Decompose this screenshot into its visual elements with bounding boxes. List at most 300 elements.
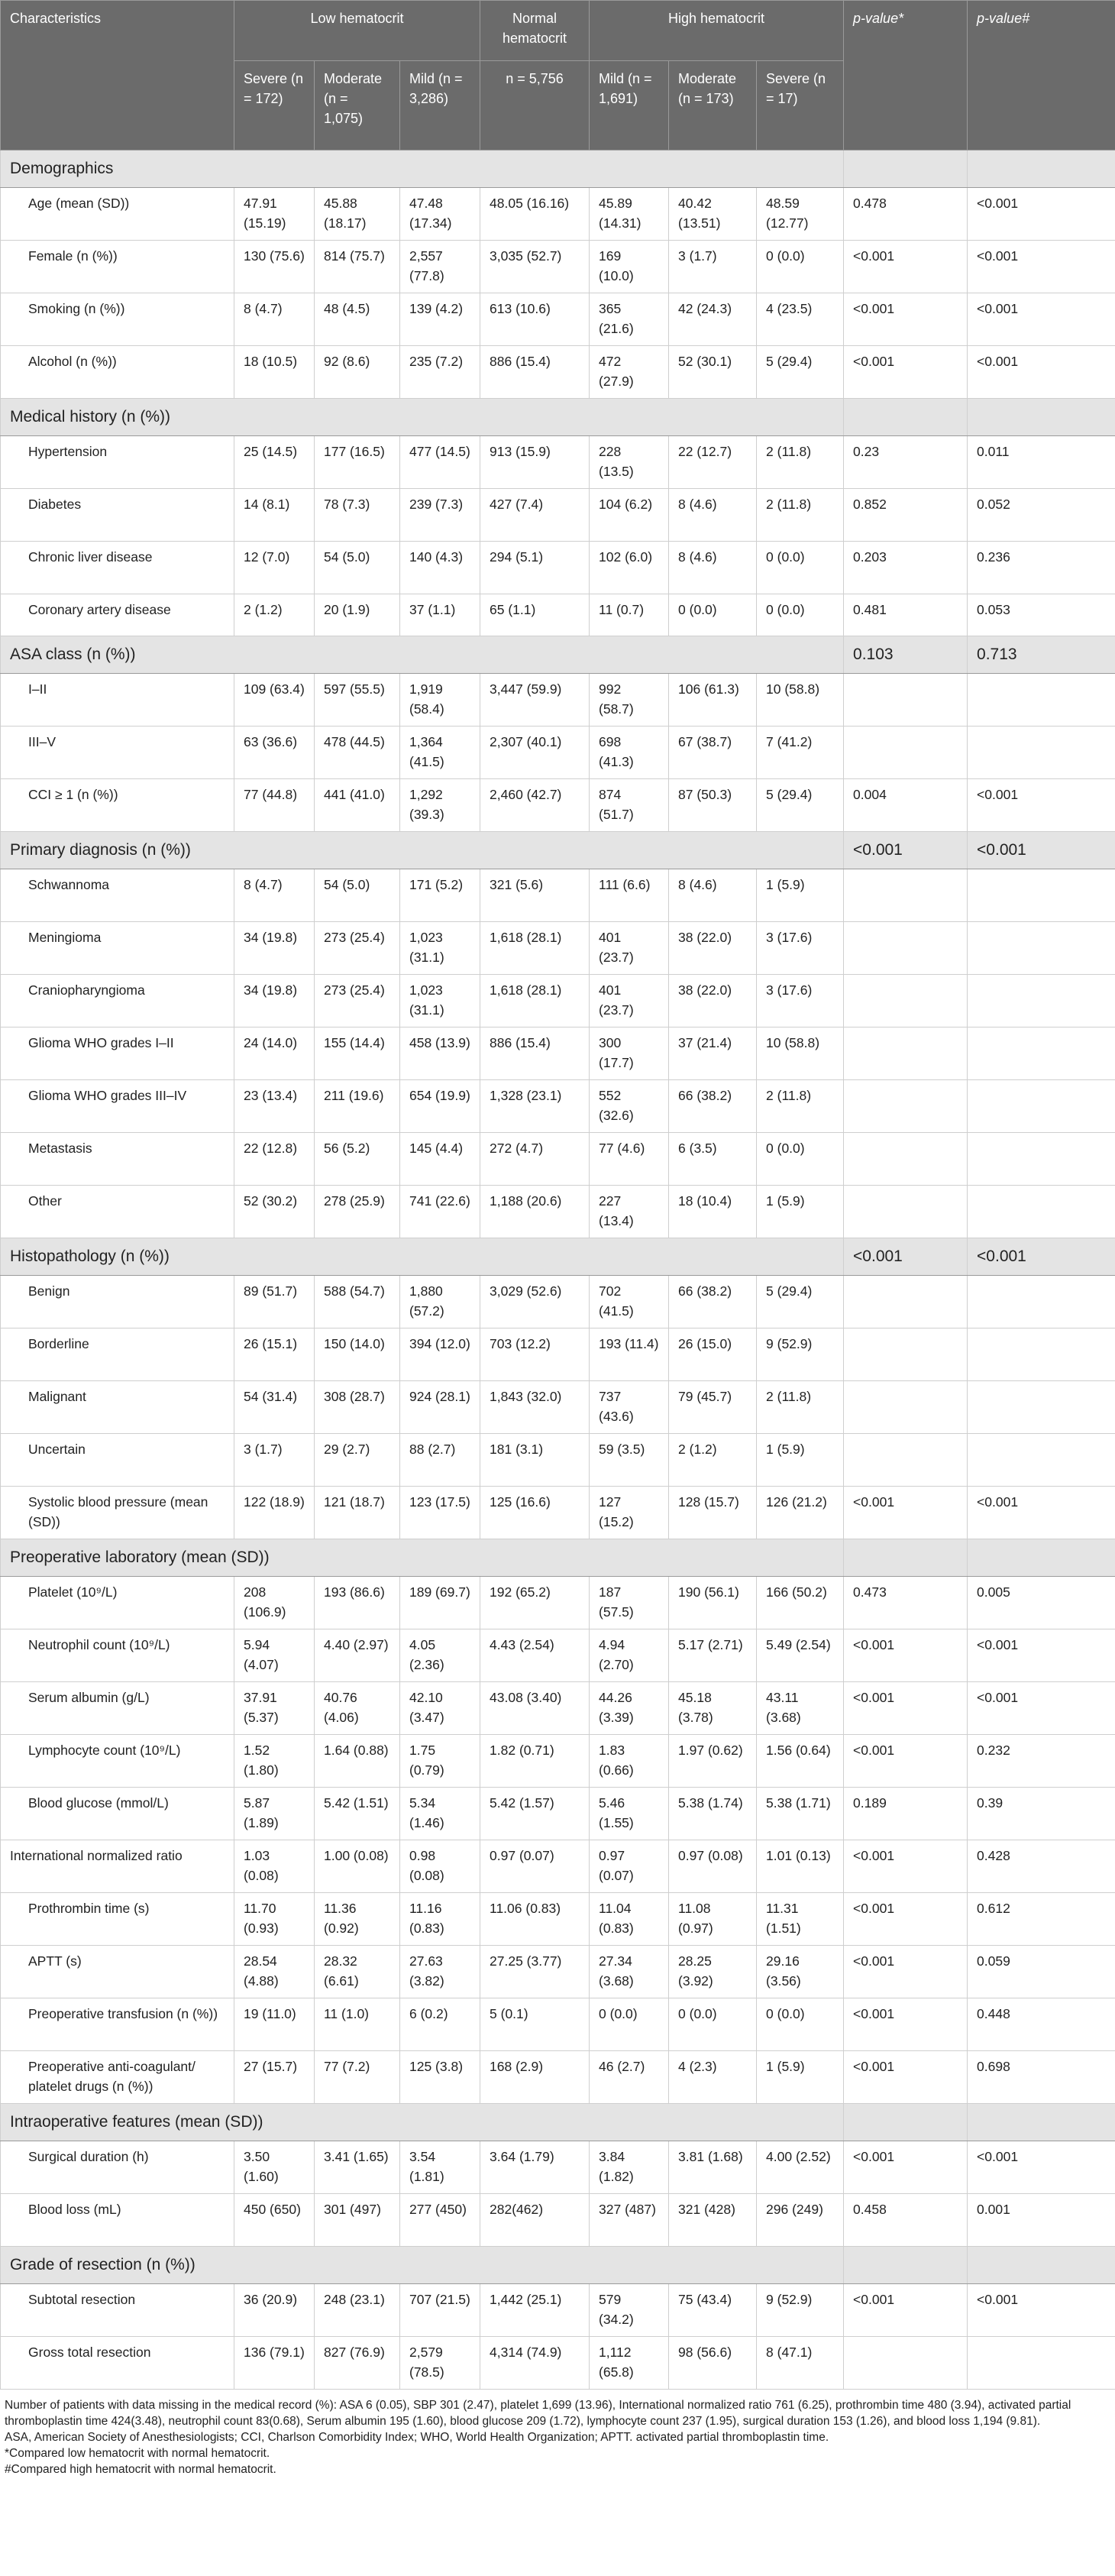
table-cell: 5.42 (1.57) [480, 1788, 590, 1840]
p-value-cell [844, 1328, 968, 1381]
table-cell: 23 (13.4) [234, 1080, 315, 1133]
table-cell: 2 (11.8) [757, 1080, 844, 1133]
footnote-p-value-low: *Compared low hematocrit with normal hematocrit. [5, 2447, 270, 2460]
table-cell: 6 (3.5) [669, 1133, 757, 1186]
table-row [1, 1682, 1115, 1735]
table-cell: 1,292 (39.3) [400, 779, 480, 832]
table-cell: 5.38 (1.71) [757, 1788, 844, 1840]
p-value-cell [968, 1276, 1115, 1328]
section-p-value-low [844, 2247, 968, 2284]
section-p-value-high [968, 399, 1115, 436]
table-cell: 177 (16.5) [315, 436, 400, 489]
table-cell: 552 (32.6) [590, 1080, 669, 1133]
table-cell: 703 (12.2) [480, 1328, 590, 1381]
table-cell: 169 (10.0) [590, 241, 669, 293]
table-cell: 654 (19.9) [400, 1080, 480, 1133]
table-cell: 42 (24.3) [669, 293, 757, 346]
p-value-cell: 0.232 [968, 1735, 1115, 1788]
table-cell: 235 (7.2) [400, 346, 480, 399]
table-cell: 104 (6.2) [590, 489, 669, 542]
table-cell: 1 (5.9) [757, 1186, 844, 1238]
table-cell: 29.16 (3.56) [757, 1946, 844, 1998]
table-cell: 5.34 (1.46) [400, 1788, 480, 1840]
p-value-cell: <0.001 [844, 293, 968, 346]
table-row [1, 1735, 1115, 1788]
table-cell: 125 (16.6) [480, 1487, 590, 1539]
row-label: Meningioma [1, 922, 234, 975]
table-row [1, 1434, 1115, 1487]
row-label: Benign [1, 1276, 234, 1328]
table-footnotes [0, 2390, 1115, 2477]
table-cell: 9 (52.9) [757, 2284, 844, 2337]
table-cell: 1,364 (41.5) [400, 727, 480, 779]
table-cell: 122 (18.9) [234, 1487, 315, 1539]
header-high-moderate: Moderate (n = 173) [669, 61, 757, 150]
table-cell: 1.83 (0.66) [590, 1735, 669, 1788]
table-cell: 1.52 (1.80) [234, 1735, 315, 1788]
table-cell: 5 (29.4) [757, 346, 844, 399]
table-cell: 239 (7.3) [400, 489, 480, 542]
row-label: Blood loss (mL) [1, 2194, 234, 2247]
table-row [1, 188, 1115, 241]
table-cell: 321 (428) [669, 2194, 757, 2247]
table-cell: 145 (4.4) [400, 1133, 480, 1186]
table-cell: 1,023 (31.1) [400, 975, 480, 1027]
table-cell: 54 (5.0) [315, 542, 400, 594]
table-cell: 1,188 (20.6) [480, 1186, 590, 1238]
table-cell: 472 (27.9) [590, 346, 669, 399]
p-value-cell: 0.203 [844, 542, 968, 594]
table-cell: 77 (7.2) [315, 2051, 400, 2104]
footnote-missing-data: Number of patients with data missing in the medical record (%): ASA 6 (0.05), SBP 301 (2.47), platelet 1,699 (13.96), International normalized ratio 761 (6.25), prothrombin time 480 (3.94), activated partial thromboplastin time 424(3.48), neutrophil count 83(0.68), Serum albumin 195 (1.60), blood glucose 209 (1.72), lymphocyte count 237 (1.95), surgical duration 153 (1.26), and blood loss 1,194 (9.81). [5, 2399, 1071, 2428]
table-cell: 65 (1.1) [480, 594, 590, 636]
table-cell: 3 (1.7) [669, 241, 757, 293]
table-cell: 613 (10.6) [480, 293, 590, 346]
table-row [1, 975, 1115, 1027]
table-cell: 2,557 (77.8) [400, 241, 480, 293]
table-cell: 123 (17.5) [400, 1487, 480, 1539]
table-cell: 827 (76.9) [315, 2337, 400, 2390]
table-cell: 277 (450) [400, 2194, 480, 2247]
table-cell: 1 (5.9) [757, 2051, 844, 2104]
table-cell: 26 (15.0) [669, 1328, 757, 1381]
p-value-cell: <0.001 [844, 1946, 968, 1998]
table-cell: 1,442 (25.1) [480, 2284, 590, 2337]
table-cell: 2 (1.2) [234, 594, 315, 636]
p-value-cell: <0.001 [968, 1629, 1115, 1682]
table-cell: 10 (58.8) [757, 1027, 844, 1080]
section-p-value-low [844, 150, 968, 188]
section-p-value-low [844, 399, 968, 436]
table-row [1, 1276, 1115, 1328]
p-value-cell: 0.189 [844, 1788, 968, 1840]
table-cell: 37.91 (5.37) [234, 1682, 315, 1735]
table-cell: 78 (7.3) [315, 489, 400, 542]
p-value-cell: 0.059 [968, 1946, 1115, 1998]
table-cell: 89 (51.7) [234, 1276, 315, 1328]
table-cell: 1 (5.9) [757, 1434, 844, 1487]
table-cell: 588 (54.7) [315, 1276, 400, 1328]
table-cell: 272 (4.7) [480, 1133, 590, 1186]
table-cell: 98 (56.6) [669, 2337, 757, 2390]
table-cell: 698 (41.3) [590, 727, 669, 779]
table-cell: 45.89 (14.31) [590, 188, 669, 241]
table-cell: 401 (23.7) [590, 922, 669, 975]
p-value-cell: 0.612 [968, 1893, 1115, 1946]
section-p-value-low: 0.103 [844, 636, 968, 674]
table-cell: 0 (0.0) [669, 594, 757, 636]
table-cell: 5 (29.4) [757, 779, 844, 832]
table-cell: 20 (1.9) [315, 594, 400, 636]
table-cell: 37 (21.4) [669, 1027, 757, 1080]
table-cell: 47.91 (15.19) [234, 188, 315, 241]
table-cell: 1,328 (23.1) [480, 1080, 590, 1133]
table-cell: 27 (15.7) [234, 2051, 315, 2104]
table-cell: 128 (15.7) [669, 1487, 757, 1539]
p-value-cell [844, 869, 968, 922]
table-row [1, 2337, 1115, 2390]
table-cell: 1.97 (0.62) [669, 1735, 757, 1788]
table-cell: 3.50 (1.60) [234, 2141, 315, 2194]
table-row [1, 922, 1115, 975]
p-value-cell [844, 674, 968, 727]
p-value-cell [844, 922, 968, 975]
row-label: Neutrophil count (10⁹/L) [1, 1629, 234, 1682]
table-row [1, 1080, 1115, 1133]
table-cell: 394 (12.0) [400, 1328, 480, 1381]
table-cell: 1,023 (31.1) [400, 922, 480, 975]
table-cell: 1.00 (0.08) [315, 1840, 400, 1893]
table-row [1, 2284, 1115, 2337]
row-label: Metastasis [1, 1133, 234, 1186]
table-cell: 2 (11.8) [757, 1381, 844, 1434]
p-value-cell: 0.478 [844, 188, 968, 241]
table-cell: 121 (18.7) [315, 1487, 400, 1539]
table-cell: 40.76 (4.06) [315, 1682, 400, 1735]
section-p-value-low: <0.001 [844, 832, 968, 869]
table-cell: 59 (3.5) [590, 1434, 669, 1487]
row-label: Platelet (10⁹/L) [1, 1577, 234, 1629]
table-cell: 4.00 (2.52) [757, 2141, 844, 2194]
table-cell: 1,112 (65.8) [590, 2337, 669, 2390]
p-value-cell [844, 1186, 968, 1238]
row-label: International normalized ratio [1, 1840, 234, 1893]
table-cell: 3,029 (52.6) [480, 1276, 590, 1328]
table-cell: 3.64 (1.79) [480, 2141, 590, 2194]
p-value-cell [968, 727, 1115, 779]
p-value-cell [968, 1080, 1115, 1133]
row-label: Female (n (%)) [1, 241, 234, 293]
table-cell: 300 (17.7) [590, 1027, 669, 1080]
table-cell: 228 (13.5) [590, 436, 669, 489]
table-cell: 1.82 (0.71) [480, 1735, 590, 1788]
table-cell: 450 (650) [234, 2194, 315, 2247]
table-cell: 88 (2.7) [400, 1434, 480, 1487]
p-value-cell [844, 1434, 968, 1487]
table-cell: 913 (15.9) [480, 436, 590, 489]
table-cell: 886 (15.4) [480, 1027, 590, 1080]
section-header-row [1, 150, 1115, 188]
p-value-cell: <0.001 [968, 188, 1115, 241]
p-value-cell: <0.001 [844, 1735, 968, 1788]
table-cell: 45.88 (18.17) [315, 188, 400, 241]
table-cell: 4.43 (2.54) [480, 1629, 590, 1682]
section-title: ASA class (n (%)) [1, 636, 844, 674]
table-cell: 125 (3.8) [400, 2051, 480, 2104]
table-row [1, 293, 1115, 346]
table-row [1, 1186, 1115, 1238]
table-cell: 0 (0.0) [590, 1998, 669, 2051]
table-cell: 11.70 (0.93) [234, 1893, 315, 1946]
table-cell: 0.97 (0.08) [669, 1840, 757, 1893]
table-cell: 77 (44.8) [234, 779, 315, 832]
p-value-cell [844, 2337, 968, 2390]
p-value-cell: <0.001 [844, 2284, 968, 2337]
table-row [1, 2051, 1115, 2104]
table-cell: 301 (497) [315, 2194, 400, 2247]
table-cell: 155 (14.4) [315, 1027, 400, 1080]
p-value-cell [968, 2337, 1115, 2390]
header-low-moderate: Moderate (n = 1,075) [315, 61, 400, 150]
table-cell: 814 (75.7) [315, 241, 400, 293]
table-cell: 278 (25.9) [315, 1186, 400, 1238]
table-cell: 18 (10.5) [234, 346, 315, 399]
p-value-cell: <0.001 [968, 2284, 1115, 2337]
table-cell: 248 (23.1) [315, 2284, 400, 2337]
p-value-cell: <0.001 [844, 1629, 968, 1682]
table-cell: 308 (28.7) [315, 1381, 400, 1434]
table-cell: 8 (4.6) [669, 542, 757, 594]
table-cell: 45.18 (3.78) [669, 1682, 757, 1735]
table-cell: 5 (0.1) [480, 1998, 590, 2051]
table-cell: 26 (15.1) [234, 1328, 315, 1381]
table-cell: 579 (34.2) [590, 2284, 669, 2337]
p-value-cell: 0.052 [968, 489, 1115, 542]
table-cell: 401 (23.7) [590, 975, 669, 1027]
table-row [1, 1027, 1115, 1080]
p-value-cell: 0.481 [844, 594, 968, 636]
row-label: Borderline [1, 1328, 234, 1381]
row-label: Other [1, 1186, 234, 1238]
table-cell: 29 (2.7) [315, 1434, 400, 1487]
table-cell: 25 (14.5) [234, 436, 315, 489]
table-cell: 0.97 (0.07) [480, 1840, 590, 1893]
table-cell: 5.49 (2.54) [757, 1629, 844, 1682]
p-value-cell: 0.001 [968, 2194, 1115, 2247]
section-p-value-low: <0.001 [844, 1238, 968, 1276]
table-cell: 43.08 (3.40) [480, 1682, 590, 1735]
table-cell: 924 (28.1) [400, 1381, 480, 1434]
row-label: Prothrombin time (s) [1, 1893, 234, 1946]
table-cell: 189 (69.7) [400, 1577, 480, 1629]
table-cell: 477 (14.5) [400, 436, 480, 489]
section-title: Preoperative laboratory (mean (SD)) [1, 1539, 844, 1577]
table-cell: 38 (22.0) [669, 922, 757, 975]
row-label: Serum albumin (g/L) [1, 1682, 234, 1735]
table-cell: 28.25 (3.92) [669, 1946, 757, 1998]
table-row [1, 346, 1115, 399]
table-row [1, 2194, 1115, 2247]
table-cell: 40.42 (13.51) [669, 188, 757, 241]
p-value-cell: 0.005 [968, 1577, 1115, 1629]
p-value-cell [844, 1027, 968, 1080]
row-label: Malignant [1, 1381, 234, 1434]
p-value-cell: 0.011 [968, 436, 1115, 489]
table-cell: 75 (43.4) [669, 2284, 757, 2337]
table-cell: 5 (29.4) [757, 1276, 844, 1328]
p-value-cell: <0.001 [844, 1998, 968, 2051]
table-cell: 0.97 (0.07) [590, 1840, 669, 1893]
table-cell: 8 (4.6) [669, 869, 757, 922]
table-cell: 737 (43.6) [590, 1381, 669, 1434]
section-title: Primary diagnosis (n (%)) [1, 832, 844, 869]
table-cell: 109 (63.4) [234, 674, 315, 727]
table-cell: 3 (17.6) [757, 922, 844, 975]
table-row [1, 674, 1115, 727]
row-label: Glioma WHO grades III–IV [1, 1080, 234, 1133]
table-cell: 127 (15.2) [590, 1487, 669, 1539]
p-value-cell [968, 674, 1115, 727]
header-normal-hematocrit: Normal hematocrit [480, 1, 590, 61]
table-cell: 2 (11.8) [757, 489, 844, 542]
p-value-cell: <0.001 [968, 346, 1115, 399]
table-row [1, 1893, 1115, 1946]
table-cell: 2,460 (42.7) [480, 779, 590, 832]
table-cell: 1.56 (0.64) [757, 1735, 844, 1788]
table-cell: 5.17 (2.71) [669, 1629, 757, 1682]
table-cell: 886 (15.4) [480, 346, 590, 399]
table-cell: 1.75 (0.79) [400, 1735, 480, 1788]
table-cell: 4,314 (74.9) [480, 2337, 590, 2390]
table-cell: 22 (12.8) [234, 1133, 315, 1186]
table-cell: 92 (8.6) [315, 346, 400, 399]
header-p-value-low: p-value* [844, 1, 968, 150]
p-value-cell: <0.001 [968, 1682, 1115, 1735]
header-high-hematocrit: High hematocrit [590, 1, 844, 61]
table-row [1, 1328, 1115, 1381]
table-cell: 22 (12.7) [669, 436, 757, 489]
p-value-cell: 0.473 [844, 1577, 968, 1629]
p-value-cell [844, 975, 968, 1027]
table-cell: 1 (5.9) [757, 869, 844, 922]
header-low-mild: Mild (n = 3,286) [400, 61, 480, 150]
table-cell: 2 (1.2) [669, 1434, 757, 1487]
table-cell: 2 (11.8) [757, 436, 844, 489]
table-cell: 24 (14.0) [234, 1027, 315, 1080]
table-row [1, 1629, 1115, 1682]
p-value-cell [844, 1080, 968, 1133]
table-cell: 273 (25.4) [315, 922, 400, 975]
table-cell: 111 (6.6) [590, 869, 669, 922]
table-cell: 11.16 (0.83) [400, 1893, 480, 1946]
row-label: Surgical duration (h) [1, 2141, 234, 2194]
table-cell: 192 (65.2) [480, 1577, 590, 1629]
table-cell: 18 (10.4) [669, 1186, 757, 1238]
table-cell: 8 (4.6) [669, 489, 757, 542]
row-label: Preoperative transfusion (n (%)) [1, 1998, 234, 2051]
p-value-cell [968, 1328, 1115, 1381]
table-cell: 150 (14.0) [315, 1328, 400, 1381]
table-row [1, 241, 1115, 293]
table-row [1, 1946, 1115, 1998]
table-cell: 4.40 (2.97) [315, 1629, 400, 1682]
table-cell: 4 (2.3) [669, 2051, 757, 2104]
footnote-abbreviations: ASA, American Society of Anesthesiologists; CCI, Charlson Comorbidity Index; WHO, World Health Organization; APTT. activated partial thromboplastin time. [5, 2431, 829, 2444]
p-value-cell: 0.852 [844, 489, 968, 542]
row-label: Smoking (n (%)) [1, 293, 234, 346]
table-cell: 126 (21.2) [757, 1487, 844, 1539]
table-cell: 193 (86.6) [315, 1577, 400, 1629]
table-cell: 168 (2.9) [480, 2051, 590, 2104]
p-value-cell: <0.001 [844, 1893, 968, 1946]
table-cell: 77 (4.6) [590, 1133, 669, 1186]
table-cell: 11.04 (0.83) [590, 1893, 669, 1946]
header-characteristics: Characteristics [1, 1, 234, 150]
table-cell: 52 (30.2) [234, 1186, 315, 1238]
table-cell: 10 (58.8) [757, 674, 844, 727]
section-p-value-high: <0.001 [968, 1238, 1115, 1276]
p-value-cell: 0.004 [844, 779, 968, 832]
table-cell: 5.42 (1.51) [315, 1788, 400, 1840]
row-label: Glioma WHO grades I–II [1, 1027, 234, 1080]
table-cell: 327 (487) [590, 2194, 669, 2247]
table-cell: 187 (57.5) [590, 1577, 669, 1629]
p-value-cell: 0.698 [968, 2051, 1115, 2104]
table-cell: 5.87 (1.89) [234, 1788, 315, 1840]
table-cell: 14 (8.1) [234, 489, 315, 542]
p-value-cell: <0.001 [844, 1682, 968, 1735]
table-cell: 1.01 (0.13) [757, 1840, 844, 1893]
table-cell: 1,618 (28.1) [480, 975, 590, 1027]
table-cell: 11.36 (0.92) [315, 1893, 400, 1946]
row-label: Schwannoma [1, 869, 234, 922]
table-cell: 441 (41.0) [315, 779, 400, 832]
table-row [1, 1577, 1115, 1629]
table-row [1, 594, 1115, 636]
section-p-value-high [968, 2247, 1115, 2284]
table-body [1, 150, 1115, 2390]
section-p-value-high [968, 150, 1115, 188]
section-header-row [1, 2104, 1115, 2141]
table-cell: 139 (4.2) [400, 293, 480, 346]
table-cell: 5.46 (1.55) [590, 1788, 669, 1840]
table-cell: 1.64 (0.88) [315, 1735, 400, 1788]
table-cell: 707 (21.5) [400, 2284, 480, 2337]
table-cell: 140 (4.3) [400, 542, 480, 594]
table-row [1, 1840, 1115, 1893]
table-cell: 227 (13.4) [590, 1186, 669, 1238]
p-value-cell: <0.001 [968, 2141, 1115, 2194]
p-value-cell [844, 727, 968, 779]
table-cell: 5.94 (4.07) [234, 1629, 315, 1682]
table-cell: 27.63 (3.82) [400, 1946, 480, 1998]
row-label: Coronary artery disease [1, 594, 234, 636]
table-cell: 46 (2.7) [590, 2051, 669, 2104]
row-label: APTT (s) [1, 1946, 234, 1998]
p-value-cell [844, 1133, 968, 1186]
p-value-cell [968, 922, 1115, 975]
table-cell: 0 (0.0) [757, 594, 844, 636]
section-title: Grade of resection (n (%)) [1, 2247, 844, 2284]
table-row [1, 1998, 1115, 2051]
table-cell: 9 (52.9) [757, 1328, 844, 1381]
p-value-cell [968, 1186, 1115, 1238]
section-p-value-high [968, 1539, 1115, 1577]
table-cell: 136 (79.1) [234, 2337, 315, 2390]
section-p-value-high: <0.001 [968, 832, 1115, 869]
table-cell: 0.98 (0.08) [400, 1840, 480, 1893]
footnote-p-value-high: #Compared high hematocrit with normal hematocrit. [5, 2463, 276, 2476]
